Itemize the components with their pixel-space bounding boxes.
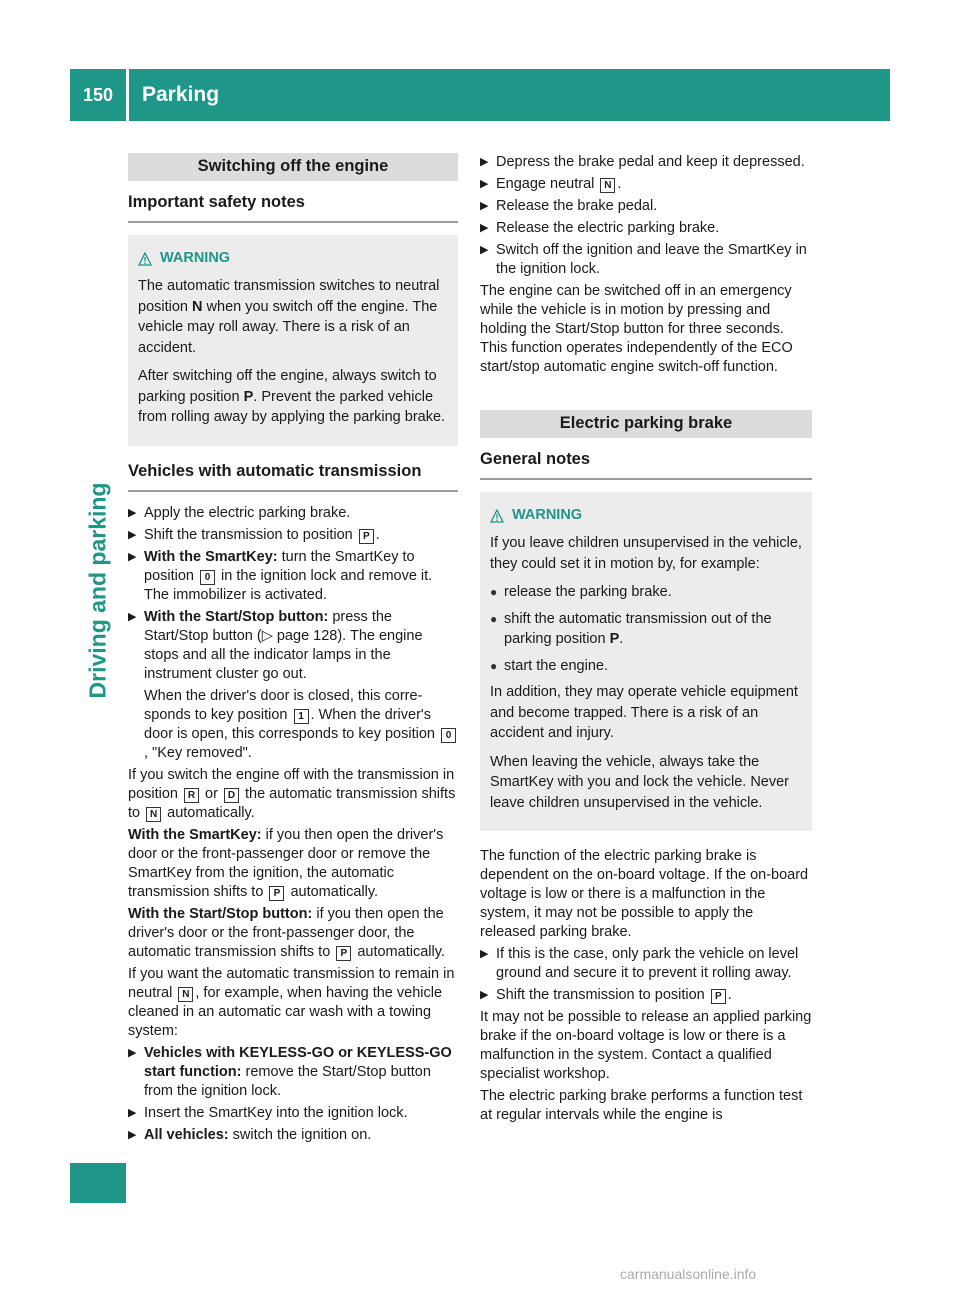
warning-triangle-icon	[138, 252, 152, 266]
step-arrow-icon: ▶	[480, 178, 489, 190]
key-symbol: N	[178, 987, 193, 1002]
warning-text: If you leave children unsupervised in the vehicle, they could set it in motion by, for example:	[490, 535, 802, 572]
section-heading-switching-off: Switching off the engine	[128, 153, 458, 181]
warning-label: WARNING	[160, 250, 231, 266]
header-divider	[126, 69, 129, 121]
instruction-step: ▶ Depress the brake pedal and keep it depressed.	[480, 154, 805, 170]
instruction-step: ▶ With the SmartKey: turn the SmartKey to position 0 in the ignition lock and remove it. The immobilizer is activated.	[128, 548, 433, 603]
side-chapter-label	[80, 440, 116, 740]
step-arrow-icon: ▶	[480, 948, 489, 960]
bullet-icon: ●	[490, 658, 498, 673]
key-symbol: P	[269, 886, 284, 901]
instruction-step: ▶ Vehicles with KEYLESS-GO or KEYLESS-GO start function: remove the Start/Stop button from the ignition lock.	[128, 1044, 452, 1099]
warning-text: In addition, they may operate vehicle equipment and become trapped. There is a risk of an accident and injury.	[490, 684, 798, 741]
left-column	[128, 153, 458, 1148]
key-symbol: 0	[441, 728, 456, 743]
warning-text: When leaving the vehicle, always take the SmartKey with you and lock the vehicle. Never leave children unsupervised in the vehicle.	[490, 753, 789, 811]
instruction-step: ▶ Engage neutral N .	[480, 176, 622, 192]
key-symbol: P	[711, 989, 726, 1004]
key-symbol: D	[224, 788, 239, 803]
warning-text: The automatic transmission switches to neutral position N when you switch off the engine. The vehicle may roll away. There is a risk of an accident.	[138, 278, 440, 356]
step-arrow-icon: ▶	[128, 1128, 137, 1141]
body-paragraph: With the Start/Stop button: if you then open the driver's door or the front-passenger door, the automatic transmission shifts to P automatically.	[128, 905, 445, 960]
warning-box	[128, 235, 458, 446]
step-arrow-icon: ▶	[480, 222, 489, 234]
body-paragraph: The function of the electric parking brake is dependent on the on-board voltage. If the on-board voltage is low or there is a malfunction in the system, it may not be possible to apply the released parking brake.	[480, 848, 809, 940]
step-arrow-icon: ▶	[128, 550, 137, 563]
step-arrow-icon: ▶	[128, 506, 137, 519]
subheading-general-notes: General notes	[480, 450, 812, 480]
instruction-step: ▶ Shift the transmission to position P .	[480, 987, 732, 1003]
warning-bullet: ● release the parking brake.	[490, 582, 802, 603]
page-number: 150	[82, 84, 114, 105]
step-arrow-icon: ▶	[128, 610, 137, 623]
bullet-icon: ●	[490, 585, 498, 599]
step-arrow-icon: ▶	[480, 200, 489, 212]
warning-title	[138, 249, 448, 268]
key-symbol: P	[336, 946, 351, 961]
warning-text: After switching off the engine, always switch to parking position P. Prevent the parked vehicle from rolling away by applying the parking brake.	[138, 368, 446, 425]
key-symbol: N	[600, 178, 615, 193]
body-paragraph: With the SmartKey: if you then open the driver's door or the front-passenger door or remove the SmartKey from the ignition, the automatic transmission shifts to P automatically.	[128, 826, 444, 900]
step-arrow-icon: ▶	[480, 156, 489, 168]
instruction-step: ▶ If this is the case, only park the vehicle on level ground and secure it to prevent it rolling away.	[480, 946, 799, 981]
step-arrow-icon: ▶	[128, 1106, 137, 1119]
body-paragraph: If you want the automatic transmission to remain in neutral N , for example, when having the vehicle cleaned in an automatic car wash with a towing system:	[128, 965, 455, 1039]
warning-box	[480, 492, 812, 831]
key-symbol: 1	[294, 709, 309, 724]
subheading-safety-notes: Important safety notes	[128, 193, 458, 223]
right-column	[480, 153, 812, 1128]
key-symbol: P	[359, 529, 374, 544]
instruction-step: ▶ Release the brake pedal.	[480, 198, 658, 214]
warning-bullet: ● start the engine.	[490, 656, 802, 677]
warning-label: WARNING	[512, 507, 583, 523]
body-paragraph: The electric parking brake performs a function test at regular intervals while the engine is	[480, 1088, 803, 1123]
watermark: carmanualsonline.info	[620, 1266, 757, 1282]
body-paragraph: It may not be possible to release an applied parking brake if the on-board voltage is low or there is a malfunction in the system. Contact a qualified specialist workshop.	[480, 1009, 812, 1082]
body-paragraph: If you switch the engine off with the transmission in position R or D the automatic transmission shifts to N automatically.	[128, 766, 456, 821]
warning-title	[490, 506, 802, 525]
side-tab-block	[70, 1163, 126, 1203]
bullet-icon: ●	[490, 611, 498, 626]
instruction-step: ▶ Release the electric parking brake.	[480, 220, 720, 236]
instruction-step: ▶ Insert the SmartKey into the ignition lock.	[128, 1104, 408, 1121]
key-symbol: N	[146, 807, 161, 822]
step-arrow-icon: ▶	[480, 989, 489, 1001]
subheading-automatic-transmission: Vehicles with automatic transmission	[128, 462, 458, 492]
key-symbol: 0	[200, 570, 215, 585]
key-symbol: R	[184, 788, 199, 803]
body-paragraph: The engine can be switched off in an emergency while the vehicle is in motion by pressing and holding the Start/Stop button for three seconds. This function operates independently of the ECO start/stop automatic engine switch-off function.	[480, 283, 793, 375]
page-title: Parking	[142, 83, 220, 106]
step-continuation: When the driver's door is closed, this corresponds to key position 1 . When the driver's door is open, this corresponds to key position 0, "Key removed".	[144, 687, 458, 763]
instruction-step: ▶ All vehicles: switch the ignition on.	[128, 1126, 372, 1143]
step-arrow-icon: ▶	[128, 1046, 137, 1059]
section-heading-parking-brake: Electric parking brake	[480, 410, 812, 438]
warning-bullet: ● shift the automatic transmission out of the parking position P.	[490, 609, 802, 650]
instruction-step: ▶ Switch off the ignition and leave the SmartKey in the ignition lock.	[480, 242, 807, 277]
step-arrow-icon: ▶	[128, 528, 137, 541]
step-arrow-icon: ▶	[480, 244, 489, 256]
page-reference-icon: ▷	[261, 627, 273, 644]
instruction-step: ▶ Apply the electric parking brake.	[128, 504, 351, 521]
instruction-step: ▶ With the Start/Stop button: press the Start/Stop button (▷ page 128). The engine stops and all the indicator lamps in the instrument cluster go out.	[128, 608, 423, 682]
side-chapter-text: Driving and parking	[84, 482, 111, 698]
warning-triangle-icon	[490, 509, 504, 523]
instruction-step: ▶ Shift the transmission to position P .	[128, 526, 380, 543]
